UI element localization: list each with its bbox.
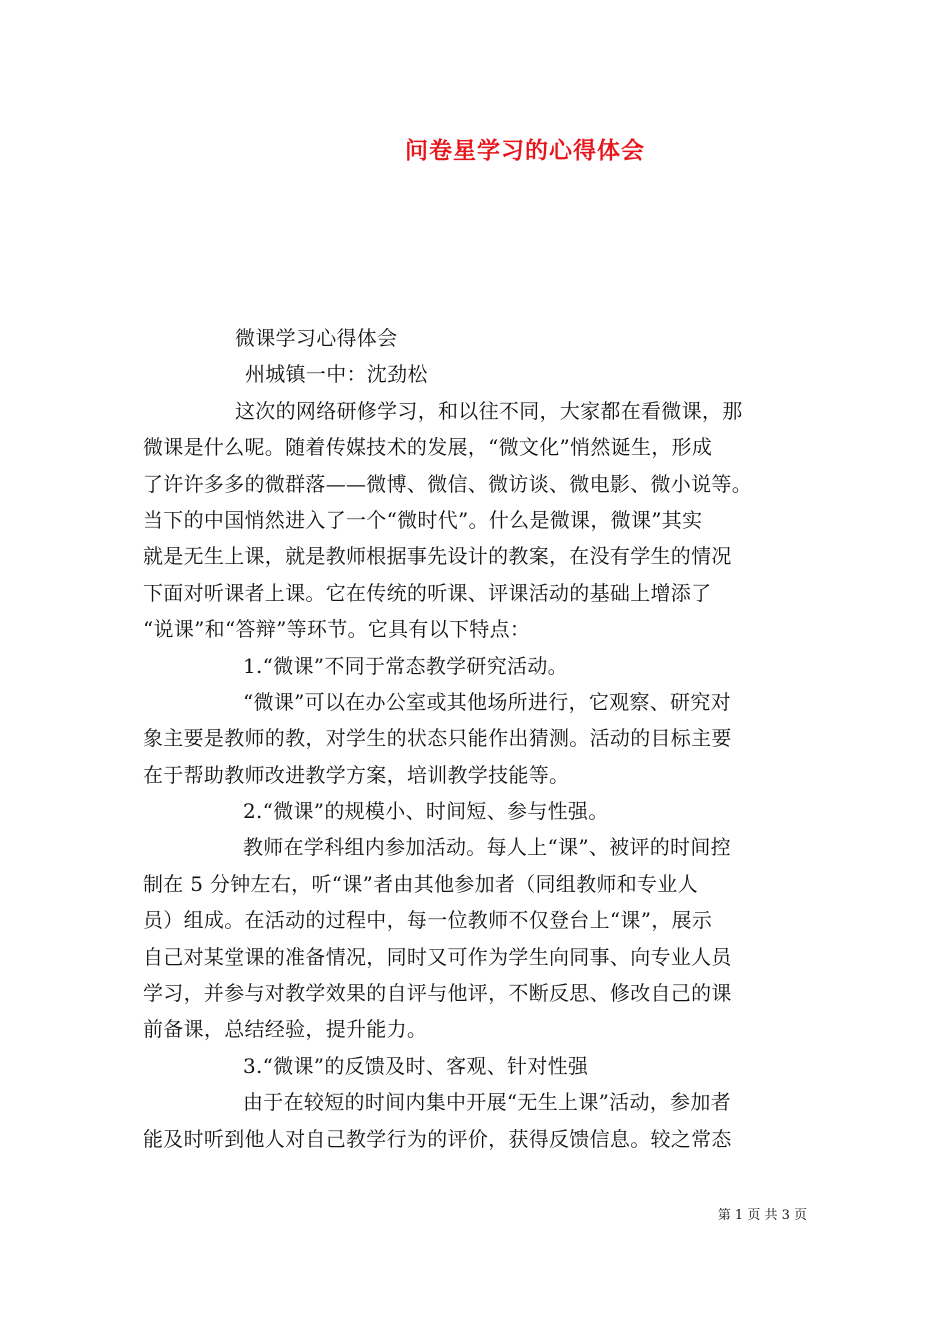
text-line: 学习，并参与对教学效果的自评与他评，不断反思、修改自己的课 — [143, 981, 732, 1006]
page-footer: 第 1 页 共 3 页 — [717, 1208, 807, 1223]
text-line: 3.“微课”的反馈及时、客观、针对性强 — [243, 1053, 589, 1078]
text-line: 象主要是教师的教，对学生的状态只能作出猜测。活动的目标主要 — [143, 726, 732, 751]
text-line: 制在 5 分钟左右，听“课”者由其他参加者（同组教师和专业人 — [143, 871, 698, 896]
text-line: 由于在较短的时间内集中开展“无生上课”活动，参加者 — [243, 1090, 731, 1115]
text-line: “微课”可以在办公室或其他场所进行，它观察、研究对 — [243, 689, 731, 714]
text-line: 能及时听到他人对自己教学行为的评价，获得反馈信息。较之常态 — [143, 1126, 732, 1151]
document-body — [143, 320, 813, 1157]
text-line: 下面对听课者上课。它在传统的听课、评课活动的基础上增添了 — [143, 580, 712, 605]
text-line: 就是无生上课，就是教师根据事先设计的教案，在没有学生的情况 — [143, 544, 732, 569]
text-line: 当下的中国悄然进入了一个“微时代”。什么是微课，微课”其实 — [143, 507, 703, 532]
text-line: 前备课，总结经验，提升能力。 — [143, 1017, 428, 1042]
text-line: 微课学习心得体会 — [235, 326, 398, 350]
text-line: 了许许多多的微群落——微博、微信、微访谈、微电影、微小说等。 — [143, 471, 752, 496]
text-line: 这次的网络研修学习，和以往不同，大家都在看微课，那 — [235, 398, 743, 423]
text-line: 微课是什么呢。随着传媒技术的发展，“微文化”悄然诞生，形成 — [143, 435, 713, 460]
text-line: “说课”和“答辩”等环节。它具有以下特点： — [143, 617, 531, 642]
text-line: 2.“微课”的规模小、时间短、参与性强。 — [243, 799, 609, 824]
text-line: 1.“微课”不同于常态教学研究活动。 — [243, 653, 568, 678]
document-title: 问卷星学习的心得体会 — [405, 138, 645, 164]
text-line: 自己对某堂课的准备情况，同时又可作为学生向同事、向专业人员 — [143, 944, 732, 969]
text-line: 员）组成。在活动的过程中，每一位教师不仅登台上“课”，展示 — [143, 908, 713, 933]
text-line: 州城镇一中：沈劲松 — [245, 362, 428, 387]
text-line: 教师在学科组内参加活动。每人上“课”、被评的时间控 — [243, 835, 731, 860]
text-line: 在于帮助教师改进教学方案，培训教学技能等。 — [143, 762, 570, 787]
